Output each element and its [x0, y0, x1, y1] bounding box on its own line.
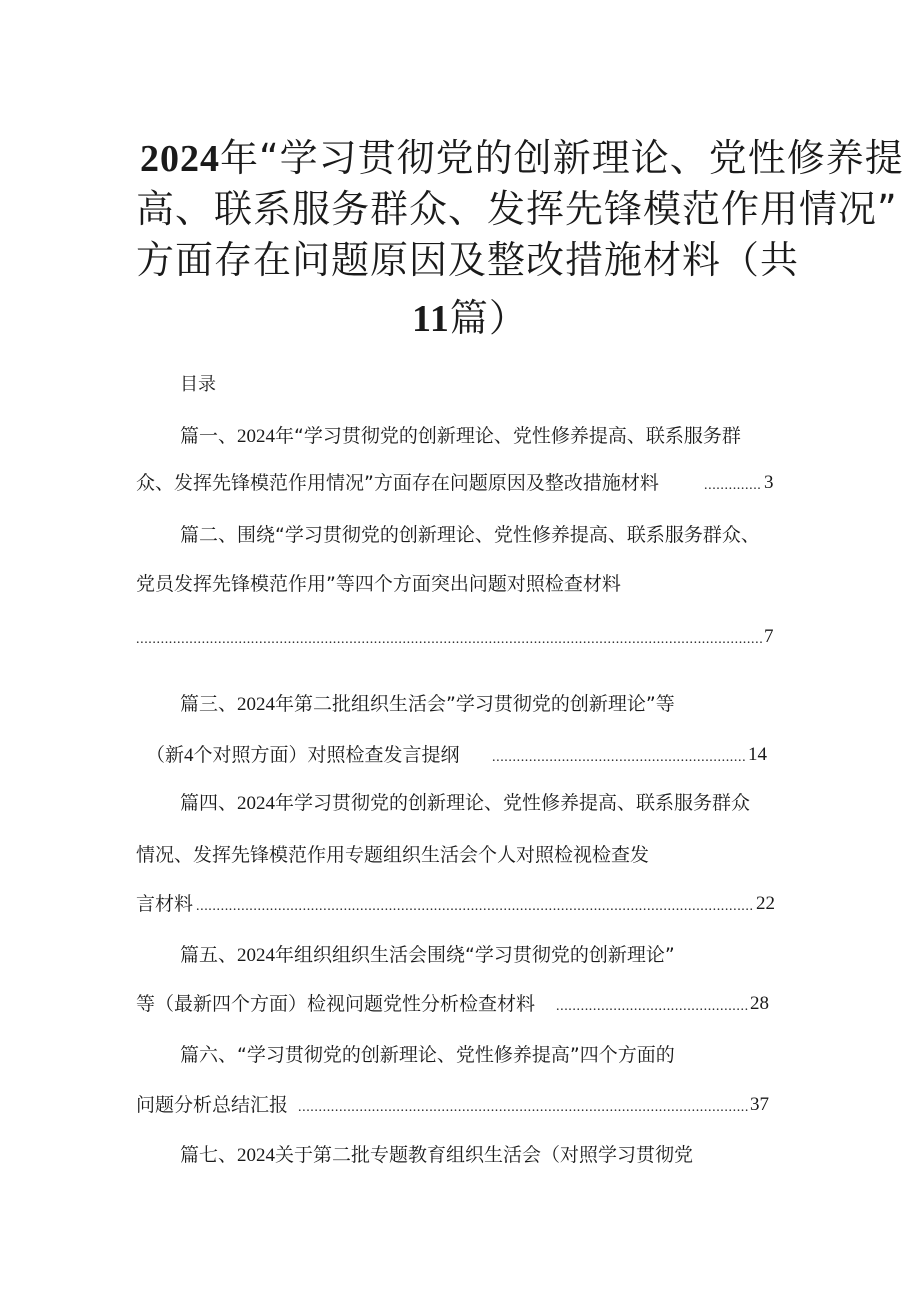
toc-entry-3-line-2[interactable]: （新4个对照方面）对照检查发言提纲	[146, 744, 460, 766]
toc-entry-4-leader	[196, 889, 754, 919]
document-title-line-2: 高、联系服务群众、发挥先锋模范作用情况”	[136, 187, 898, 231]
toc-entry-5-line-2[interactable]: 等（最新四个方面）检视问题党性分析检查材料	[136, 993, 536, 1015]
toc-entry-2-line-1[interactable]: 篇二、围绕“学习贯彻党的创新理论、党性修养提高、联系服务群众、	[180, 524, 760, 546]
document-title-line-1: 2024年“学习贯彻党的创新理论、党性修养提	[140, 136, 904, 180]
toc-entry-2-leader	[136, 622, 762, 652]
toc-entry-6-leader	[298, 1090, 748, 1120]
toc-entry-4-line-1[interactable]: 篇四、2024年学习贯彻党的创新理论、党性修养提高、联系服务群众	[180, 792, 751, 814]
toc-entry-6-line-1[interactable]: 篇六、“学习贯彻党的创新理论、党性修养提高”四个方面的	[180, 1044, 675, 1066]
toc-entry-1-line-2[interactable]: 众、发挥先锋模范作用情况”方面存在问题原因及整改措施材料	[136, 472, 659, 494]
toc-entry-2-page[interactable]: 7	[764, 626, 774, 647]
toc-entry-5-line-1[interactable]: 篇五、2024年组织组织生活会围绕“学习贯彻党的创新理论”	[180, 944, 675, 966]
toc-entry-1-leader	[704, 468, 762, 498]
toc-entry-6-page[interactable]: 37	[750, 1094, 769, 1115]
toc-entry-7-line-1[interactable]: 篇七、2024关于第二批专题教育组织生活会（对照学习贯彻党	[180, 1144, 694, 1166]
toc-entry-5-page[interactable]: 28	[750, 993, 769, 1014]
toc-entry-4-line-2[interactable]: 情况、发挥先锋模范作用专题组织生活会个人对照检视检查发	[136, 844, 650, 866]
toc-entry-1-line-1[interactable]: 篇一、2024年“学习贯彻党的创新理论、党性修养提高、联系服务群	[180, 425, 741, 447]
toc-entry-1-page[interactable]: 3	[764, 472, 774, 493]
toc-entry-4-page[interactable]: 22	[756, 893, 775, 914]
document-title-line-4: 11篇）	[412, 296, 528, 340]
toc-entry-4-line-3[interactable]: 言材料	[136, 893, 194, 915]
toc-entry-3-page[interactable]: 14	[748, 744, 767, 765]
toc-entry-5-leader	[556, 989, 748, 1019]
toc-heading: 目录	[180, 374, 216, 395]
toc-entry-6-line-2[interactable]: 问题分析总结汇报	[136, 1094, 289, 1116]
document-title-line-3: 方面存在问题原因及整改措施材料（共	[136, 238, 800, 282]
toc-entry-2-line-2[interactable]: 党员发挥先锋模范作用”等四个方面突出问题对照检查材料	[136, 573, 621, 595]
toc-entry-3-leader	[492, 740, 746, 770]
toc-entry-3-line-1[interactable]: 篇三、2024年第二批组织生活会”学习贯彻党的创新理论”等	[180, 693, 675, 715]
